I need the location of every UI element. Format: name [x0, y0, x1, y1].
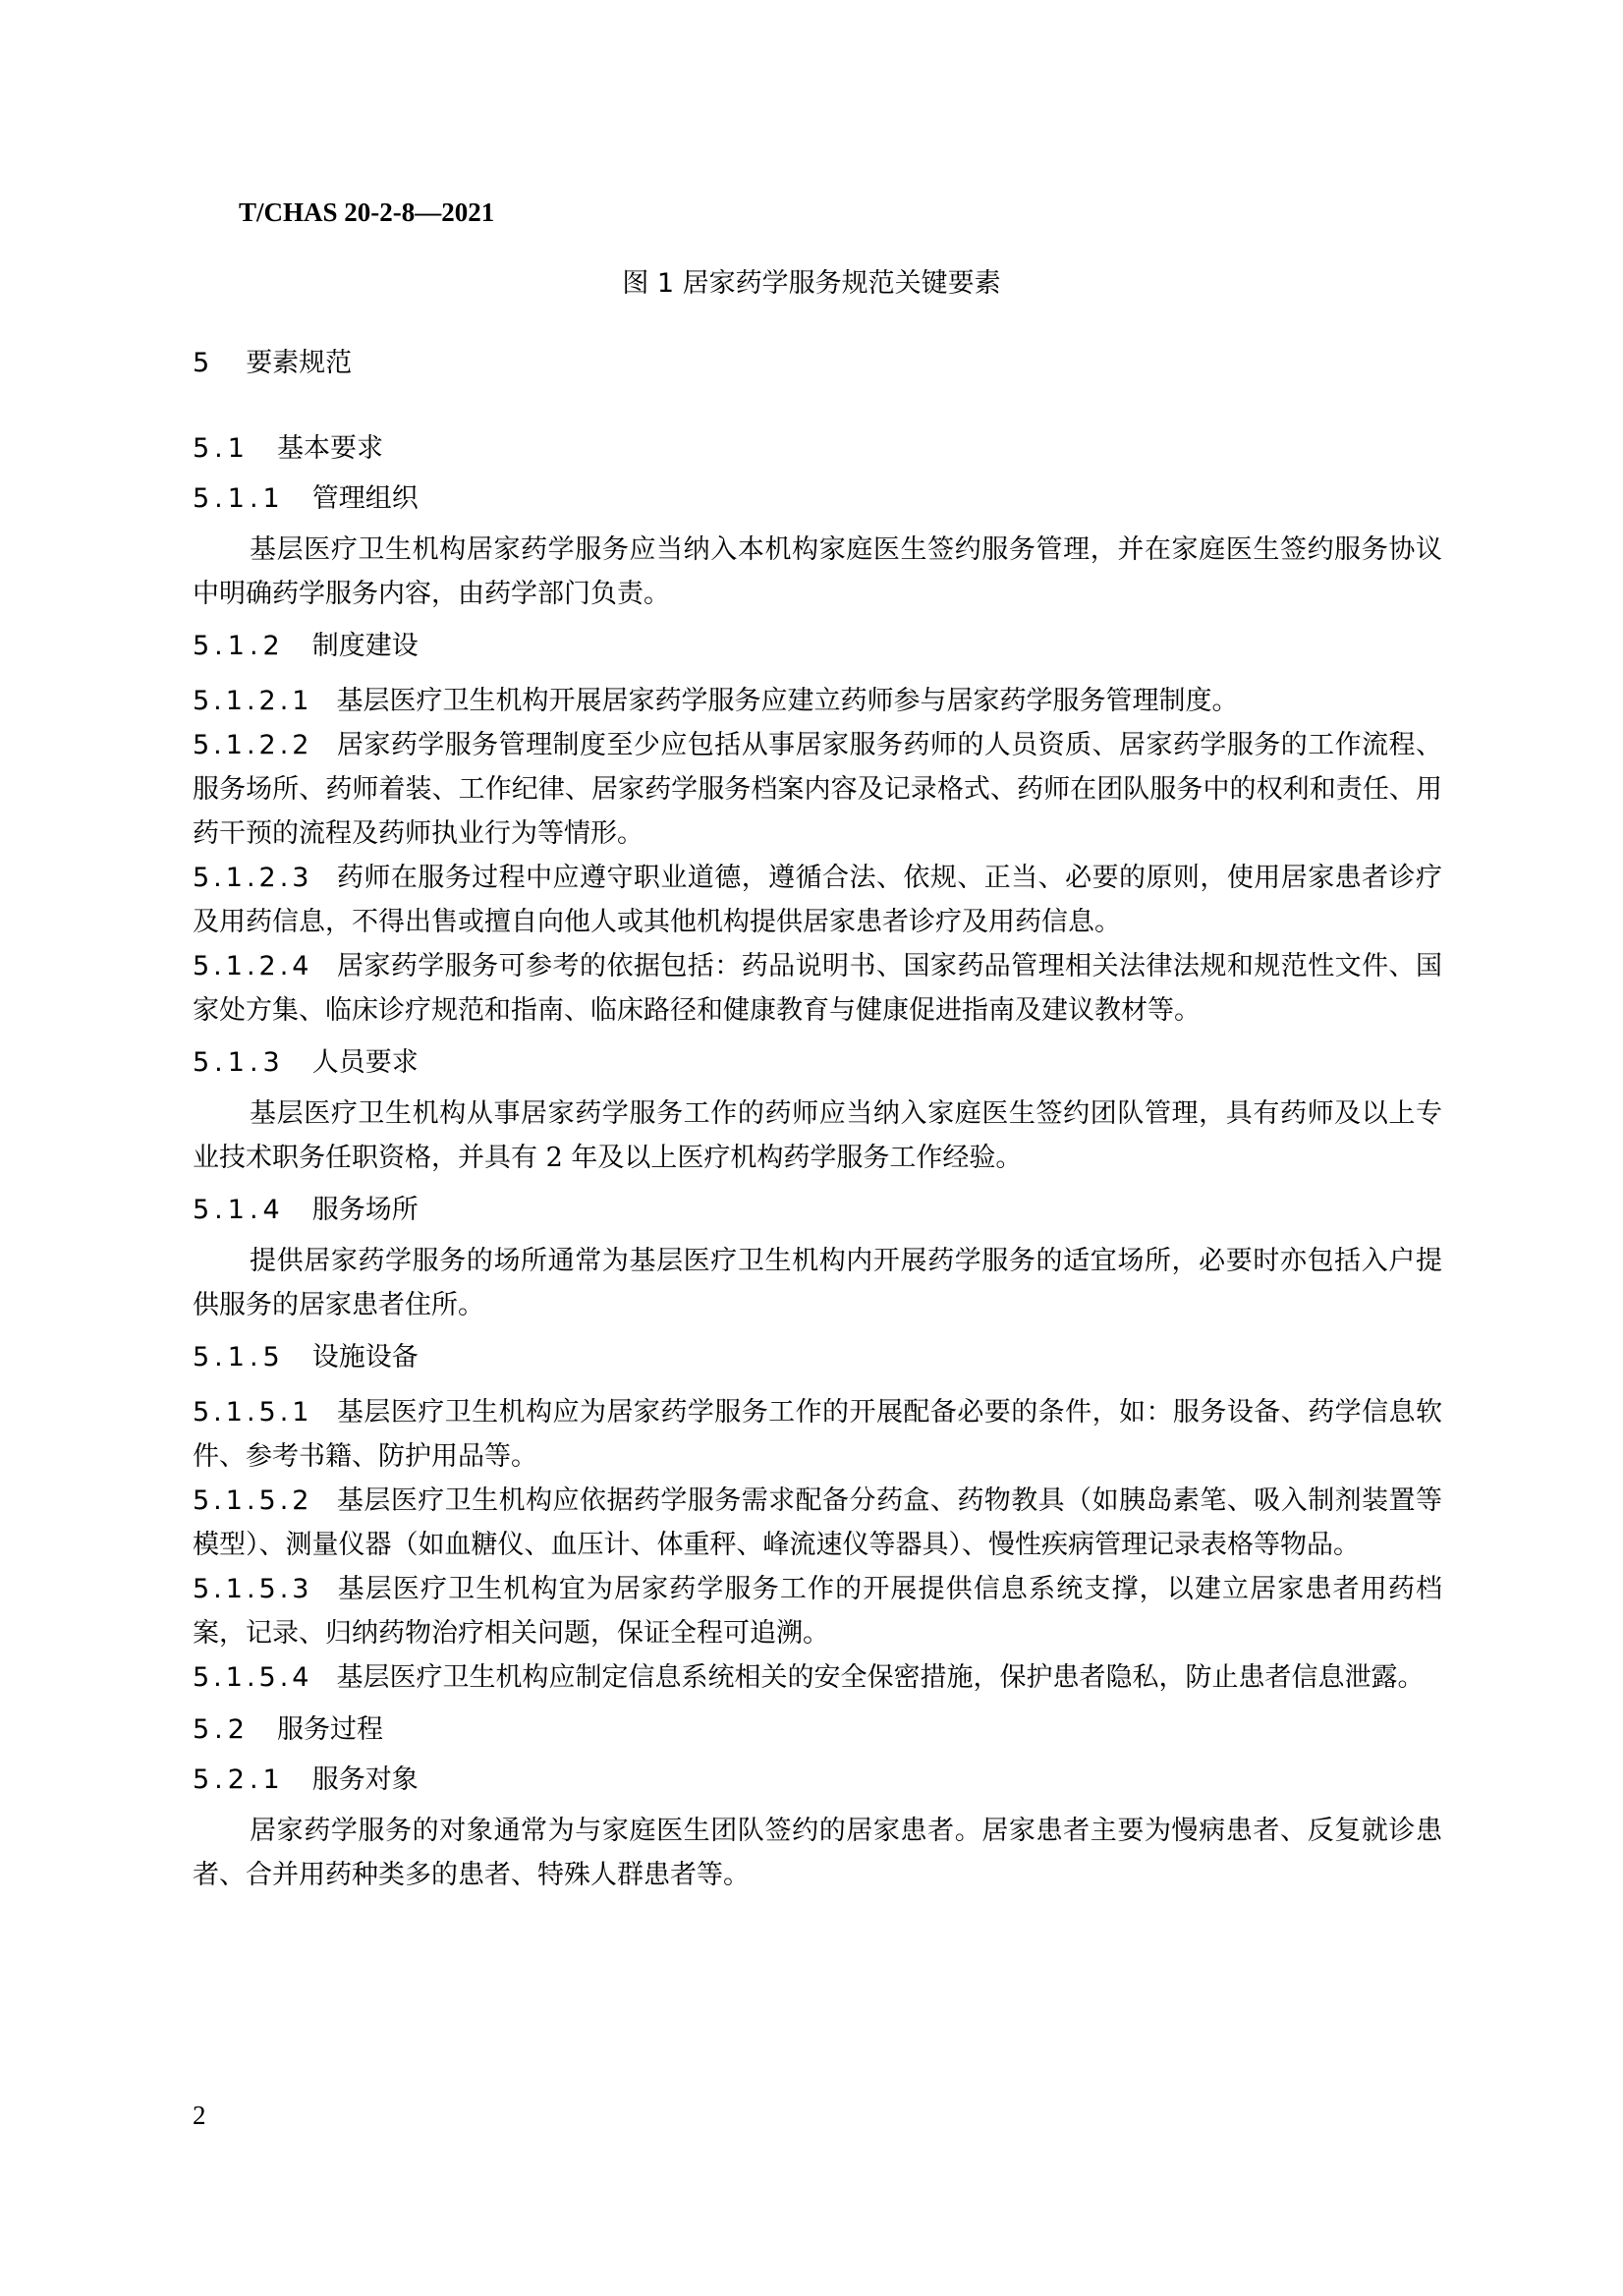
section-title: 服务场所 — [311, 1195, 419, 1225]
clause-text: 基层医疗卫生机构应为居家药学服务工作的开展配备必要的条件，如：服务设备、药学信息软件、参考书籍、防护用品等。 — [193, 1397, 1442, 1472]
section-heading-5-1-5 — [193, 1340, 1442, 1375]
clause-text: 基层医疗卫生机构宜为居家药学服务工作的开展提供信息系统支撑，以建立居家患者用药档案，记录、归纳药物治疗相关问题，保证全程可追溯。 — [193, 1574, 1442, 1649]
paragraph-5-2-1: 居家药学服务的对象通常为与家庭医生团队签约的居家患者。居家患者主要为慢病患者、反复就诊患者、合并用药种类多的患者、特殊人群患者等。 — [193, 1816, 1442, 1890]
clause-5-1-2-4 — [193, 944, 1442, 1033]
section-number: 5.1.3 — [193, 1047, 285, 1078]
section-number: 5.1 — [193, 433, 250, 464]
clause-text: 基层医疗卫生机构应制定信息系统相关的安全保密措施，保护患者隐私，防止患者信息泄露。 — [336, 1662, 1425, 1693]
paragraph-5-1-3: 基层医疗卫生机构从事居家药学服务工作的药师应当纳入家庭医生签约团队管理，具有药师及以上专业技术职务任职资格，并具有 2 年及以上医疗机构药学服务工作经验。 — [193, 1098, 1442, 1173]
section-title: 设施设备 — [311, 1342, 419, 1372]
clause-number: 5.1.2.3 — [193, 863, 313, 893]
document-body — [193, 346, 1442, 1897]
paragraph-5-1-1: 基层医疗卫生机构居家药学服务应当纳入本机构家庭医生签约服务管理，并在家庭医生签约服务协议中明确药学服务内容，由药学部门负责。 — [193, 534, 1442, 609]
section-heading-5-1-2 — [193, 629, 1442, 664]
clause-5-1-2-2 — [193, 723, 1442, 856]
clause-5-1-5-2 — [193, 1479, 1442, 1567]
clause-number: 5.1.5.1 — [193, 1397, 313, 1428]
clause-number: 5.1.2.4 — [193, 951, 313, 981]
section-heading-5-1-4 — [193, 1193, 1442, 1228]
section-title: 管理组织 — [311, 483, 419, 514]
paragraph-5-1-4: 提供居家药学服务的场所通常为基层医疗卫生机构内开展药学服务的适宜场所，必要时亦包括入户提供服务的居家患者住所。 — [193, 1246, 1442, 1320]
clause-number: 5.1.5.2 — [193, 1485, 313, 1516]
clause-text: 居家药学服务可参考的依据包括：药品说明书、国家药品管理相关法律法规和规范性文件、国家处方集、临床诊疗规范和指南、临床路径和健康教育与健康促进指南及建议教材等。 — [193, 951, 1442, 1026]
clause-5-1-5-1 — [193, 1390, 1442, 1479]
clause-5-1-2-3 — [193, 856, 1442, 944]
section-heading-5-2-1 — [193, 1763, 1442, 1798]
section-heading-5-2 — [193, 1712, 1442, 1748]
clause-number: 5.1.2.2 — [193, 730, 313, 760]
section-number: 5.1.1 — [193, 483, 285, 514]
clause-number: 5.1.5.4 — [193, 1662, 313, 1693]
clause-5-1-5-4 — [193, 1655, 1442, 1700]
section-heading-5-1-1 — [193, 481, 1442, 517]
clause-text: 基层医疗卫生机构应依据药学服务需求配备分药盒、药物教具（如胰岛素笔、吸入制剂装置等模型）、测量仪器（如血糖仪、血压计、体重秤、峰流速仪等器具）、慢性疾病管理记录表格等物品。 — [193, 1485, 1442, 1560]
section-number: 5.1.4 — [193, 1195, 285, 1225]
section-title: 要素规范 — [246, 348, 353, 378]
page-number: 2 — [193, 2100, 206, 2130]
section-number: 5 — [193, 348, 215, 378]
clause-text: 基层医疗卫生机构开展居家药学服务应建立药师参与居家药学服务管理制度。 — [336, 686, 1239, 716]
section-title: 基本要求 — [276, 433, 383, 464]
section-number: 5.2.1 — [193, 1764, 285, 1795]
clause-text: 药师在服务过程中应遵守职业道德，遵循合法、依规、正当、必要的原则，使用居家患者诊疗及用药信息，不得出售或擅自向他人或其他机构提供居家患者诊疗及用药信息。 — [193, 863, 1442, 937]
section-heading-5-1-3 — [193, 1045, 1442, 1081]
section-title: 服务对象 — [311, 1764, 419, 1795]
clause-list-5-1-5 — [193, 1390, 1442, 1700]
clause-list-5-1-2 — [193, 679, 1442, 1033]
section-number: 5.2 — [193, 1714, 250, 1745]
section-heading-5 — [193, 346, 1442, 381]
section-number: 5.1.5 — [193, 1342, 285, 1372]
section-heading-5-1 — [193, 431, 1442, 467]
clause-text: 居家药学服务管理制度至少应包括从事居家服务药师的人员资质、居家药学服务的工作流程、服务场所、药师着装、工作纪律、居家药学服务档案内容及记录格式、药师在团队服务中的权利和责任、用药干预的流程及药师执业行为等情形。 — [193, 730, 1442, 849]
document-code: T/CHAS 20-2-8—2021 — [239, 197, 495, 227]
section-number: 5.1.2 — [193, 631, 285, 661]
clause-number: 5.1.5.3 — [193, 1574, 313, 1604]
figure-caption: 图 1 居家药学服务规范关键要素 — [622, 268, 1001, 299]
section-title: 服务过程 — [276, 1714, 383, 1745]
clause-5-1-2-1 — [193, 679, 1442, 723]
section-title: 人员要求 — [311, 1047, 419, 1078]
section-title: 制度建设 — [311, 631, 419, 661]
clause-number: 5.1.2.1 — [193, 686, 313, 716]
clause-5-1-5-3 — [193, 1567, 1442, 1655]
